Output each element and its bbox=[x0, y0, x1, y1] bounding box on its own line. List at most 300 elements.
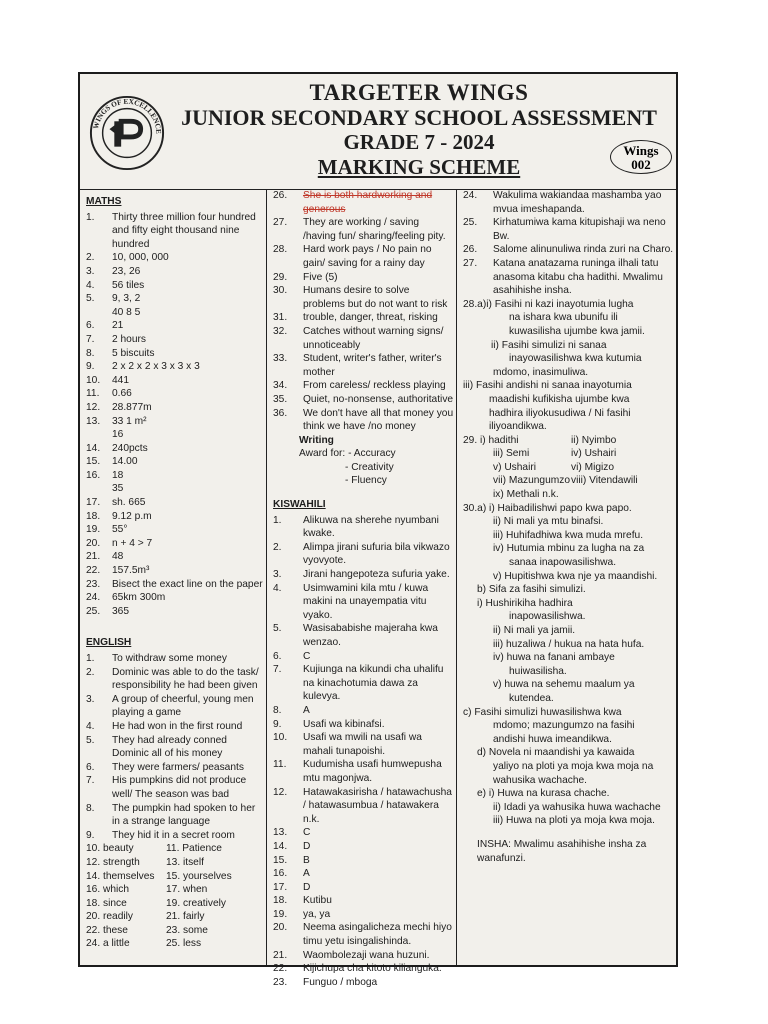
answer-item bbox=[86, 537, 264, 551]
kiswahili-list bbox=[273, 514, 454, 990]
answer-item bbox=[86, 829, 264, 843]
item-number: 24. bbox=[463, 190, 478, 201]
q28-line: kuwasilisha ujumbe kwa jamii. bbox=[509, 325, 645, 337]
item-number: 18. bbox=[86, 510, 101, 522]
item-answer: Student, writer's father, writer's mother bbox=[303, 353, 442, 378]
pair-right: 15. yourselves bbox=[166, 870, 232, 882]
answer-pair bbox=[463, 488, 678, 502]
item-answer: They were farmers/ peasants bbox=[112, 761, 244, 773]
item-number: 14. bbox=[86, 442, 101, 454]
answer-item bbox=[273, 854, 454, 868]
item-number: 23. bbox=[273, 976, 288, 988]
item-number: 2. bbox=[273, 541, 282, 553]
answer-item bbox=[86, 333, 264, 347]
item-answer: 14.00 bbox=[112, 456, 138, 468]
item-answer: Quiet, no-nonsense, authoritative bbox=[303, 393, 454, 405]
pair-right: vi) Migizo bbox=[571, 461, 615, 473]
item-number: 9. bbox=[86, 829, 95, 841]
q30-line: inapowasilishwa. bbox=[509, 611, 586, 623]
header bbox=[80, 74, 676, 190]
q28-line: 28.a)i) Fasihi ni kazi inayotumia lugha bbox=[463, 298, 634, 310]
pair-right: 25. less bbox=[166, 938, 202, 950]
answer-pair bbox=[86, 924, 264, 938]
item-number: 28. bbox=[273, 244, 288, 256]
item-answer: 23, 26 bbox=[112, 265, 141, 277]
item-answer: A bbox=[303, 704, 310, 716]
pair-right: 13. itself bbox=[166, 856, 204, 868]
award-fluency: - Fluency bbox=[345, 475, 387, 487]
item-number bbox=[86, 428, 112, 442]
item-number: 13. bbox=[86, 415, 101, 427]
item-number: 4. bbox=[86, 720, 95, 732]
item-answer: 240pcts bbox=[112, 442, 148, 454]
question-30 bbox=[463, 502, 678, 828]
pair-left: 29. i) hadithi bbox=[463, 434, 519, 446]
item-number: 17. bbox=[86, 497, 101, 509]
badge-line1: Wings bbox=[623, 143, 659, 158]
item-answer: The pumpkin had spoken to her in a strange language bbox=[112, 802, 256, 828]
item-answer: 0.66 bbox=[112, 388, 132, 400]
item-answer: 441 bbox=[112, 374, 129, 386]
answer-item bbox=[86, 550, 264, 564]
answer-item bbox=[273, 881, 454, 895]
answer-item bbox=[273, 718, 454, 732]
answer-item bbox=[273, 393, 454, 407]
answer-item bbox=[273, 311, 454, 325]
item-number: 18. bbox=[273, 895, 288, 907]
answer-item bbox=[273, 704, 454, 718]
q30-line: iii) Huhifadhiwa kwa muda mrefu. bbox=[493, 529, 644, 541]
item-answer: Kudumisha usafi humwepusha mtu magonjwa. bbox=[303, 759, 442, 784]
answer-item bbox=[273, 514, 454, 541]
answer-item bbox=[273, 758, 454, 785]
item-number: 9. bbox=[273, 718, 282, 730]
title-targeter-wings: TARGETER WINGS bbox=[309, 80, 529, 105]
item-answer: Neema asingalicheza mechi hiyo timu yetu isingalishinda. bbox=[303, 922, 452, 948]
item-number: 36. bbox=[273, 407, 288, 419]
title-marking-scheme: MARKING SCHEME bbox=[317, 155, 521, 179]
item-answer: They had already conned Dominic all of his money bbox=[112, 734, 227, 760]
q28-line: hadhira iliyokusudiwa / Ni fasihi bbox=[489, 407, 631, 419]
answer-item bbox=[86, 666, 264, 693]
maths-list bbox=[86, 211, 264, 619]
answer-item bbox=[273, 379, 454, 393]
answer-item bbox=[86, 720, 264, 734]
item-number: 8. bbox=[273, 704, 282, 716]
item-answer: Hatawakasirisha / hatawachusha / hatawasumbua / hatawakera n.k. bbox=[303, 786, 452, 825]
answer-item bbox=[86, 387, 264, 401]
item-answer: To withdraw some money bbox=[112, 653, 227, 664]
question-29 bbox=[463, 434, 678, 502]
english-pairs bbox=[86, 842, 264, 951]
pair-left: 24. a little bbox=[86, 938, 130, 950]
pair-left: vii) Mazungumzo bbox=[493, 475, 570, 487]
item-answer: 157.5m³ bbox=[112, 565, 150, 577]
pair-right: viii) Vitendawili bbox=[571, 475, 638, 487]
answer-item bbox=[273, 352, 454, 379]
q28-line: ii) Fasihi simulizi ni sanaa bbox=[491, 339, 607, 351]
item-answer: Funguo / mboga bbox=[303, 976, 378, 988]
item-answer: C bbox=[303, 827, 311, 839]
item-number: 12. bbox=[86, 401, 101, 413]
q30-line: iv) Hutumia mbinu za lugha na za bbox=[493, 543, 645, 555]
item-answer: 18 bbox=[112, 469, 124, 481]
title-block bbox=[162, 80, 676, 180]
answer-pair bbox=[463, 447, 678, 461]
pair-left: 14. themselves bbox=[86, 870, 155, 882]
item-answer: They hid it in a secret room bbox=[112, 829, 235, 841]
answer-item bbox=[273, 407, 454, 434]
item-number: 27. bbox=[273, 217, 288, 229]
item-number: 35. bbox=[273, 393, 288, 405]
column-3 bbox=[457, 189, 680, 965]
item-number: 25. bbox=[86, 605, 101, 617]
answer-item bbox=[273, 582, 454, 623]
item-number: 9. bbox=[86, 361, 95, 373]
answer-item bbox=[86, 510, 264, 524]
column-1 bbox=[80, 189, 267, 965]
item-number: 6. bbox=[273, 650, 282, 662]
pair-right: 19. creatively bbox=[166, 897, 227, 909]
item-number: 8. bbox=[86, 347, 95, 359]
item-answer: Catches without warning signs/ unnoticeably bbox=[303, 325, 444, 351]
q30-line: huiwasilisha. bbox=[509, 665, 567, 677]
item-number: 32. bbox=[273, 325, 288, 337]
answer-item bbox=[273, 731, 454, 758]
answer-pair bbox=[86, 842, 264, 856]
q30-line: ii) Ni mali ya jamii. bbox=[493, 625, 576, 636]
answer-item bbox=[463, 189, 678, 216]
pair-left: 12. strength bbox=[86, 856, 140, 868]
answer-item bbox=[273, 894, 454, 908]
answer-item bbox=[86, 306, 264, 320]
q30-line: wahusika wachache. bbox=[493, 774, 588, 786]
q30-line: iii) huzaliwa / hukua na hata hufa. bbox=[493, 638, 645, 650]
item-answer: They are working / saving /having fun/ sharing/feeling pity. bbox=[303, 217, 446, 242]
item-answer: Usafi wa kibinafsi. bbox=[303, 718, 385, 730]
item-answer: 40 8 5 bbox=[112, 306, 141, 318]
item-number bbox=[86, 482, 112, 496]
item-number: 6. bbox=[86, 761, 95, 773]
answer-item bbox=[86, 442, 264, 456]
item-answer: His pumpkins did not produce well/ The season was bad bbox=[112, 775, 247, 800]
item-number: 30. bbox=[273, 285, 288, 297]
item-number: 31. bbox=[273, 312, 288, 324]
item-answer: Katana anatazama runinga ilhali tatu anasoma kitabu cha hadithi. Mwalimu asahihishe insha. bbox=[493, 257, 663, 297]
q30-line: kutendea. bbox=[509, 692, 554, 704]
q28-line: mdomo, inasimuliwa. bbox=[493, 366, 589, 378]
item-number: 17. bbox=[273, 881, 288, 893]
item-answer: 65km 300m bbox=[112, 592, 166, 604]
award-creativity: - Creativity bbox=[345, 461, 394, 473]
answer-item bbox=[273, 243, 454, 270]
title-assessment: JUNIOR SECONDARY SCHOOL ASSESSMENT bbox=[181, 105, 657, 130]
answer-item bbox=[273, 786, 454, 827]
item-number: 7. bbox=[86, 333, 95, 345]
item-answer: Hard work pays / No pain no gain/ saving for a rainy day bbox=[303, 244, 432, 269]
item-answer: Bisect the exact line on the paper bbox=[112, 578, 263, 590]
answer-item bbox=[86, 496, 264, 510]
answer-item bbox=[273, 325, 454, 352]
item-answer: A bbox=[303, 868, 310, 880]
answer-item bbox=[273, 622, 454, 649]
english-list bbox=[86, 652, 264, 842]
answer-item bbox=[273, 271, 454, 285]
answer-item bbox=[273, 568, 454, 582]
item-number: 24. bbox=[86, 592, 101, 604]
answer-item bbox=[273, 867, 454, 881]
pair-left: 18. since bbox=[86, 897, 127, 909]
item-answer: Alikuwa na sherehe nyumbani kwake. bbox=[303, 514, 439, 540]
item-number: 22. bbox=[273, 963, 288, 975]
answer-item bbox=[273, 826, 454, 840]
badge-line2: 002 bbox=[631, 157, 651, 172]
item-number: 3. bbox=[86, 265, 95, 277]
pair-left: 20. readily bbox=[86, 911, 134, 923]
item-number: 27. bbox=[463, 257, 478, 269]
answer-item bbox=[86, 360, 264, 374]
answer-pair bbox=[86, 910, 264, 924]
answer-item bbox=[86, 469, 264, 483]
answer-item bbox=[273, 840, 454, 854]
item-number: 2. bbox=[86, 252, 95, 264]
answer-item bbox=[86, 761, 264, 775]
item-answer: D bbox=[303, 840, 311, 852]
writing-heading: Writing bbox=[299, 434, 334, 446]
answer-item bbox=[86, 605, 264, 619]
item-answer: Usimwamini kila mtu / kuwa makini na unayempatia vitu vyako. bbox=[303, 582, 429, 621]
logo-text: WINGS OF EXCELLENCE bbox=[90, 96, 164, 135]
pair-right: 17. when bbox=[166, 884, 208, 896]
item-answer: B bbox=[303, 854, 310, 866]
item-answer: Kijichupa cha kitoto kilianguka. bbox=[303, 963, 442, 975]
item-number: 5. bbox=[273, 623, 282, 635]
item-answer: Dominic was able to do the task/ responsibility he had been given bbox=[112, 666, 259, 692]
pair-left: iii) Semi bbox=[493, 448, 530, 460]
item-number: 2. bbox=[86, 666, 95, 678]
item-answer: 56 tiles bbox=[112, 279, 145, 291]
wings-badge bbox=[610, 140, 672, 174]
item-answer: Usafi wa mwili na usafi wa mahali tunapoishi. bbox=[303, 732, 422, 757]
item-number: 8. bbox=[86, 802, 95, 814]
item-answer: Alimpa jirani sufuria bila vikwazo vyovyote. bbox=[303, 541, 450, 567]
item-answer: 9.12 p.m bbox=[112, 510, 152, 522]
answer-item bbox=[273, 949, 454, 963]
item-number: 12. bbox=[273, 786, 288, 798]
item-number: 26. bbox=[273, 190, 288, 201]
answer-item bbox=[86, 564, 264, 578]
pair-right: 23. some bbox=[166, 924, 208, 936]
award-line: Award for: - Accuracy bbox=[299, 448, 396, 460]
item-number: 1. bbox=[273, 514, 282, 526]
answer-item bbox=[463, 257, 678, 298]
item-number bbox=[86, 306, 112, 320]
item-answer: 21 bbox=[112, 320, 124, 332]
item-answer: Kirhatumiwa kama kitupishaji wa neno Bw. bbox=[493, 217, 666, 242]
q30-line: v) huwa na sehemu maalum ya bbox=[493, 679, 635, 691]
answer-columns bbox=[80, 189, 676, 988]
q30-line: mdomo; mazungumzo na fasihi bbox=[493, 720, 635, 732]
item-answer: 9, 3, 2 bbox=[112, 293, 141, 305]
item-answer: 16 bbox=[112, 429, 124, 441]
answer-item bbox=[86, 292, 264, 306]
item-number: 33. bbox=[273, 353, 288, 365]
item-answer: 33 1 m² bbox=[112, 415, 147, 427]
answer-item bbox=[86, 211, 264, 252]
maths-heading: MATHS bbox=[86, 196, 122, 207]
answer-item bbox=[86, 455, 264, 469]
answer-item bbox=[86, 279, 264, 293]
title-grade: GRADE 7 - 2024 bbox=[343, 130, 495, 154]
item-answer: We don't have all that money you think we have /no money bbox=[303, 407, 454, 433]
english-heading: ENGLISH bbox=[86, 637, 132, 649]
item-answer: Five (5) bbox=[303, 271, 338, 283]
q30-line: andishi huwa imeandikwa. bbox=[493, 733, 612, 745]
q30-line: e) i) Huwa na kurasa chache. bbox=[477, 788, 610, 800]
answer-item bbox=[273, 189, 454, 216]
item-answer: A group of cheerful, young men playing a game bbox=[112, 693, 254, 719]
item-answer: 55° bbox=[112, 524, 128, 536]
item-number: 5. bbox=[86, 734, 95, 746]
item-number: 1. bbox=[86, 653, 95, 664]
answer-item bbox=[86, 428, 264, 442]
item-number: 16. bbox=[273, 868, 288, 880]
item-number: 3. bbox=[86, 693, 95, 705]
item-number: 7. bbox=[273, 664, 282, 676]
item-number: 4. bbox=[273, 582, 282, 594]
q30-line: iii) Huwa na ploti ya moja kwa moja. bbox=[493, 815, 655, 827]
q30-line: ii) Ni mali ya mtu binafsi. bbox=[493, 516, 604, 528]
item-answer: 48 bbox=[112, 551, 124, 563]
answer-item bbox=[86, 415, 264, 429]
item-number: 20. bbox=[273, 922, 288, 934]
q30-line: yaliyo na ploti ya moja kwa moja na bbox=[493, 760, 654, 772]
item-answer: Kujiunga na kikundi cha uhalifu na kinachotumia dawa za kulevya. bbox=[303, 664, 444, 703]
item-number: 10. bbox=[86, 374, 101, 386]
pair-left: ix) Methali n.k. bbox=[493, 489, 559, 501]
q28-line: maadishi kufikisha ujumbe kwa bbox=[489, 393, 630, 405]
pair-left: 22. these bbox=[86, 924, 128, 936]
item-answer: 2 hours bbox=[112, 333, 146, 345]
item-number: 23. bbox=[86, 578, 101, 590]
answer-pair bbox=[463, 461, 678, 475]
insha-note: INSHA: Mwalimu asahihishe insha za wanafunzi. bbox=[477, 838, 647, 864]
q28-line: na ishara kwa ubunifu ili bbox=[509, 312, 618, 324]
item-answer: 10, 000, 000 bbox=[112, 252, 169, 264]
pair-right: 11. Patience bbox=[166, 843, 222, 855]
item-number: 5. bbox=[86, 293, 95, 305]
item-answer: 35 bbox=[112, 483, 124, 495]
item-answer: Jirani hangepoteza sufuria yake. bbox=[303, 569, 450, 581]
answer-item bbox=[273, 921, 454, 948]
q30-line: d) Novela ni maandishi ya kawaida bbox=[477, 747, 635, 759]
pair-right: 21. fairly bbox=[166, 911, 205, 923]
item-answer: trouble, danger, threat, risking bbox=[303, 312, 438, 324]
item-number: 16. bbox=[86, 469, 101, 481]
answer-item bbox=[86, 523, 264, 537]
answer-item bbox=[86, 319, 264, 333]
q30-line: iv) huwa na fanani ambaye bbox=[493, 652, 615, 664]
item-number: 11. bbox=[86, 388, 100, 400]
q28-line: iliyoandikwa. bbox=[489, 421, 547, 433]
item-answer: ya, ya bbox=[303, 908, 331, 920]
kiswahili-cont-list bbox=[463, 189, 678, 298]
answer-item bbox=[86, 251, 264, 265]
answer-pair bbox=[86, 937, 264, 951]
pair-right: ii) Nyimbo bbox=[571, 434, 617, 446]
item-number: 22. bbox=[86, 565, 101, 577]
answer-item bbox=[273, 976, 454, 990]
answer-item bbox=[273, 216, 454, 243]
answer-item bbox=[463, 216, 678, 243]
item-number: 19. bbox=[86, 524, 101, 536]
pair-right: iv) Ushairi bbox=[571, 448, 617, 460]
answer-item bbox=[86, 578, 264, 592]
answer-item bbox=[86, 652, 264, 666]
answer-item bbox=[273, 962, 454, 976]
q30-line: ii) Idadi ya wahusika huwa wachache bbox=[493, 801, 661, 813]
svg-text:WINGS OF EXCELLENCE bbox=[91, 97, 163, 135]
q30-line: i) Hushirikiha hadhira bbox=[477, 597, 573, 609]
item-answer: sh. 665 bbox=[112, 497, 146, 509]
answer-pair bbox=[86, 897, 264, 911]
item-answer: n + 4 > 7 bbox=[112, 537, 153, 549]
item-number: 13. bbox=[273, 827, 288, 839]
item-number: 26. bbox=[463, 244, 478, 256]
item-answer: Waombolezaji wana huzuni. bbox=[303, 949, 430, 961]
item-answer: Wakulima wakiandaa mashamba yao mvua imeshapanda. bbox=[493, 190, 662, 215]
answer-item bbox=[273, 650, 454, 664]
item-answer: 28.877m bbox=[112, 401, 152, 413]
pair-left: 16. which bbox=[86, 884, 130, 896]
question-28 bbox=[463, 298, 678, 434]
pair-left: v) Ushairi bbox=[493, 461, 537, 473]
item-number: 29. bbox=[273, 271, 288, 283]
item-number: 11. bbox=[273, 759, 287, 771]
q30-line: c) Fasihi simulizi huwasilishwa kwa bbox=[463, 706, 622, 718]
item-answer: 365 bbox=[112, 605, 129, 617]
item-number: 21. bbox=[273, 949, 288, 961]
item-number: 6. bbox=[86, 320, 95, 332]
q28-line: inayowasilishwa kwa kutumia bbox=[509, 353, 642, 365]
answer-item bbox=[86, 734, 264, 761]
item-answer: Kutibu bbox=[303, 895, 332, 907]
item-number: 7. bbox=[86, 775, 95, 787]
q30-line: sanaa inapowasilishwa. bbox=[509, 557, 617, 569]
item-answer: From careless/ reckless playing bbox=[303, 380, 446, 392]
item-number: 19. bbox=[273, 908, 288, 920]
answer-item bbox=[86, 401, 264, 415]
item-number: 4. bbox=[86, 279, 95, 291]
kiswahili-heading: KISWAHILI bbox=[273, 499, 326, 511]
item-answer: Thirty three million four hundred and fifty eight thousand nine hundred bbox=[112, 211, 256, 250]
answer-pair bbox=[86, 856, 264, 870]
q30-line: 30.a) i) Haibadilishwi papo kwa papo. bbox=[463, 502, 632, 514]
item-number: 10. bbox=[273, 732, 288, 744]
q30-line: v) Hupitishwa kwa nje ya maandishi. bbox=[493, 570, 658, 582]
answer-item bbox=[86, 591, 264, 605]
item-answer: C bbox=[303, 650, 311, 662]
answer-item bbox=[86, 482, 264, 496]
item-number: 15. bbox=[86, 456, 101, 468]
answer-item bbox=[273, 908, 454, 922]
answer-item bbox=[86, 802, 264, 829]
answer-pair bbox=[86, 870, 264, 884]
item-number: 3. bbox=[273, 569, 282, 581]
answer-item bbox=[86, 693, 264, 720]
school-logo-icon bbox=[88, 94, 166, 172]
item-number: 21. bbox=[86, 551, 101, 563]
